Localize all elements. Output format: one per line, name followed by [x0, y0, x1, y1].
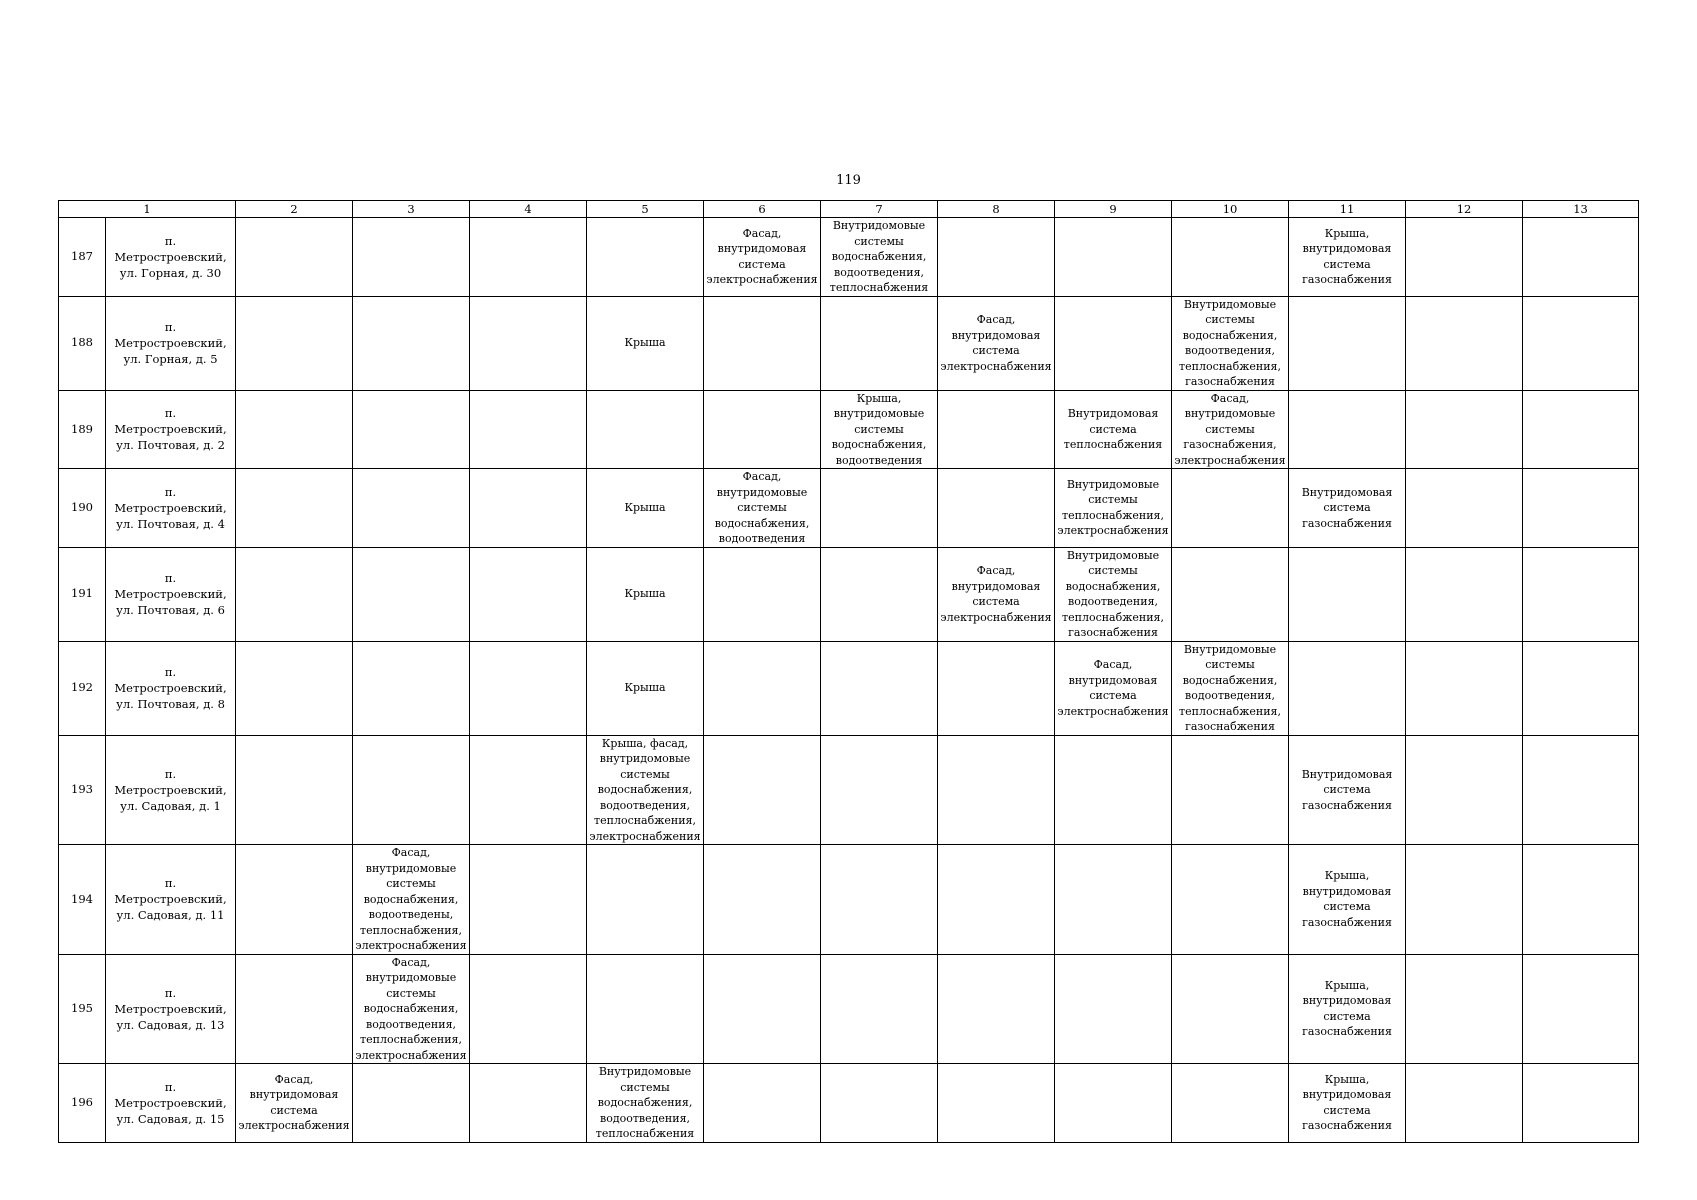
cell-col-9 [1055, 218, 1172, 297]
header-col-6: 6 [704, 201, 821, 218]
header-col-8: 8 [938, 201, 1055, 218]
header-col-13: 13 [1523, 201, 1639, 218]
cell-col-4 [470, 641, 587, 735]
cell-col-11: Крыша, внутридомовая система газоснабжения [1289, 954, 1406, 1064]
cell-col-5: Крыша, фасад, внутридомовые системы водоснабжения, водоотведения, теплоснабжения, электроснабжения [587, 735, 704, 845]
cell-col-11: Внутридомовая система газоснабжения [1289, 735, 1406, 845]
cell-col-7 [821, 469, 938, 548]
cell-col-10: Внутридомовые системы водоснабжения, водоотведения, теплоснабжения, газоснабжения [1172, 296, 1289, 390]
cell-col-8 [938, 735, 1055, 845]
cell-col-13 [1523, 1064, 1639, 1143]
cell-col-2: Фасад, внутридомовая система электроснабжения [236, 1064, 353, 1143]
cell-col-5: Крыша [587, 641, 704, 735]
row-number: 196 [59, 1064, 106, 1143]
cell-col-5 [587, 218, 704, 297]
cell-col-3 [353, 1064, 470, 1143]
cell-col-6 [704, 1064, 821, 1143]
cell-col-5: Крыша [587, 469, 704, 548]
row-number: 191 [59, 547, 106, 641]
cell-col-11 [1289, 390, 1406, 469]
cell-col-6 [704, 296, 821, 390]
cell-col-9: Внутридомовые системы теплоснабжения, электроснабжения [1055, 469, 1172, 548]
cell-col-11: Крыша, внутридомовая система газоснабжения [1289, 1064, 1406, 1143]
cell-col-6 [704, 954, 821, 1064]
cell-col-9 [1055, 1064, 1172, 1143]
table-row [59, 735, 1639, 845]
cell-col-12 [1406, 390, 1523, 469]
cell-col-6: Фасад, внутридомовая система электроснабжения [704, 218, 821, 297]
header-col-2: 2 [236, 201, 353, 218]
cell-col-8 [938, 954, 1055, 1064]
cell-col-12 [1406, 954, 1523, 1064]
cell-col-7 [821, 547, 938, 641]
cell-col-6 [704, 845, 821, 955]
cell-col-10 [1172, 218, 1289, 297]
row-number: 193 [59, 735, 106, 845]
cell-col-12 [1406, 547, 1523, 641]
header-col-3: 3 [353, 201, 470, 218]
cell-col-12 [1406, 296, 1523, 390]
cell-col-2 [236, 954, 353, 1064]
cell-col-3 [353, 390, 470, 469]
cell-col-12 [1406, 469, 1523, 548]
cell-col-6 [704, 547, 821, 641]
cell-col-8 [938, 390, 1055, 469]
cell-col-5 [587, 954, 704, 1064]
cell-col-7 [821, 845, 938, 955]
cell-col-5 [587, 845, 704, 955]
header-row [59, 201, 1639, 218]
cell-col-8 [938, 641, 1055, 735]
address-cell: п. Метростроевский, ул. Почтовая, д. 8 [106, 641, 236, 735]
cell-col-11: Внутридомовая система газоснабжения [1289, 469, 1406, 548]
cell-col-3: Фасад, внутридомовые системы водоснабжения, водоотведены, теплоснабжения, электроснабжения [353, 845, 470, 955]
table-row [59, 845, 1639, 955]
header-col-12: 12 [1406, 201, 1523, 218]
cell-col-8 [938, 1064, 1055, 1143]
cell-col-8: Фасад, внутридомовая система электроснабжения [938, 547, 1055, 641]
cell-col-6: Фасад, внутридомовые системы водоснабжения, водоотведения [704, 469, 821, 548]
cell-col-8 [938, 218, 1055, 297]
cell-col-3 [353, 469, 470, 548]
cell-col-4 [470, 1064, 587, 1143]
cell-col-12 [1406, 641, 1523, 735]
table-row [59, 218, 1639, 297]
cell-col-2 [236, 296, 353, 390]
cell-col-11: Крыша, внутридомовая система газоснабжения [1289, 845, 1406, 955]
cell-col-13 [1523, 845, 1639, 955]
cell-col-9: Внутридомовые системы водоснабжения, водоотведения, теплоснабжения, газоснабжения [1055, 547, 1172, 641]
cell-col-4 [470, 296, 587, 390]
cell-col-3 [353, 218, 470, 297]
cell-col-12 [1406, 735, 1523, 845]
cell-col-10 [1172, 1064, 1289, 1143]
cell-col-3 [353, 735, 470, 845]
cell-col-13 [1523, 469, 1639, 548]
row-number: 188 [59, 296, 106, 390]
cell-col-6 [704, 735, 821, 845]
cell-col-3 [353, 641, 470, 735]
cell-col-10: Фасад, внутридомовые системы газоснабжения, электроснабжения [1172, 390, 1289, 469]
cell-col-13 [1523, 218, 1639, 297]
cell-col-7: Крыша, внутридомовые системы водоснабжения, водоотведения [821, 390, 938, 469]
header-col-4: 4 [470, 201, 587, 218]
cell-col-11 [1289, 641, 1406, 735]
table-row [59, 641, 1639, 735]
cell-col-8 [938, 469, 1055, 548]
cell-col-9 [1055, 296, 1172, 390]
cell-col-3: Фасад, внутридомовые системы водоснабжения, водоотведения, теплоснабжения, электроснабжения [353, 954, 470, 1064]
address-cell: п. Метростроевский, ул. Садовая, д. 15 [106, 1064, 236, 1143]
cell-col-4 [470, 218, 587, 297]
cell-col-10 [1172, 547, 1289, 641]
cell-col-2 [236, 218, 353, 297]
cell-col-4 [470, 469, 587, 548]
cell-col-12 [1406, 218, 1523, 297]
address-cell: п. Метростроевский, ул. Садовая, д. 11 [106, 845, 236, 955]
address-cell: п. Метростроевский, ул. Почтовая, д. 6 [106, 547, 236, 641]
cell-col-7 [821, 735, 938, 845]
header-col-1: 1 [59, 201, 236, 218]
address-cell: п. Метростроевский, ул. Садовая, д. 1 [106, 735, 236, 845]
cell-col-7 [821, 641, 938, 735]
cell-col-5: Внутридомовые системы водоснабжения, водоотведения, теплоснабжения [587, 1064, 704, 1143]
table-row [59, 954, 1639, 1064]
cell-col-9 [1055, 954, 1172, 1064]
table-row [59, 390, 1639, 469]
cell-col-3 [353, 547, 470, 641]
cell-col-5: Крыша [587, 296, 704, 390]
cell-col-13 [1523, 641, 1639, 735]
cell-col-5: Крыша [587, 547, 704, 641]
header-col-5: 5 [587, 201, 704, 218]
cell-col-13 [1523, 296, 1639, 390]
cell-col-4 [470, 735, 587, 845]
cell-col-5 [587, 390, 704, 469]
cell-col-8 [938, 845, 1055, 955]
cell-col-13 [1523, 390, 1639, 469]
cell-col-7 [821, 1064, 938, 1143]
row-number: 190 [59, 469, 106, 548]
address-cell: п. Метростроевский, ул. Горная, д. 5 [106, 296, 236, 390]
row-number: 192 [59, 641, 106, 735]
cell-col-3 [353, 296, 470, 390]
table-body [59, 218, 1639, 1143]
address-cell: п. Метростроевский, ул. Садовая, д. 13 [106, 954, 236, 1064]
cell-col-7 [821, 954, 938, 1064]
cell-col-10 [1172, 954, 1289, 1064]
address-cell: п. Метростроевский, ул. Почтовая, д. 4 [106, 469, 236, 548]
row-number: 189 [59, 390, 106, 469]
header-col-7: 7 [821, 201, 938, 218]
cell-col-7: Внутридомовые системы водоснабжения, водоотведения, теплоснабжения [821, 218, 938, 297]
cell-col-11 [1289, 296, 1406, 390]
cell-col-12 [1406, 845, 1523, 955]
row-number: 195 [59, 954, 106, 1064]
address-cell: п. Метростроевский, ул. Почтовая, д. 2 [106, 390, 236, 469]
address-cell: п. Метростроевский, ул. Горная, д. 30 [106, 218, 236, 297]
cell-col-4 [470, 390, 587, 469]
cell-col-10: Внутридомовые системы водоснабжения, водоотведения, теплоснабжения, газоснабжения [1172, 641, 1289, 735]
cell-col-4 [470, 954, 587, 1064]
cell-col-12 [1406, 1064, 1523, 1143]
cell-col-4 [470, 845, 587, 955]
cell-col-2 [236, 845, 353, 955]
table-row [59, 469, 1639, 548]
cell-col-2 [236, 547, 353, 641]
row-number: 187 [59, 218, 106, 297]
cell-col-2 [236, 390, 353, 469]
cell-col-6 [704, 390, 821, 469]
program-table [58, 200, 1639, 1143]
cell-col-2 [236, 735, 353, 845]
header-col-11: 11 [1289, 201, 1406, 218]
cell-col-11: Крыша, внутридомовая система газоснабжения [1289, 218, 1406, 297]
cell-col-13 [1523, 735, 1639, 845]
cell-col-9 [1055, 845, 1172, 955]
cell-col-13 [1523, 954, 1639, 1064]
cell-col-4 [470, 547, 587, 641]
table-row [59, 547, 1639, 641]
table-row [59, 1064, 1639, 1143]
cell-col-13 [1523, 547, 1639, 641]
cell-col-9: Внутридомовая система теплоснабжения [1055, 390, 1172, 469]
header-col-9: 9 [1055, 201, 1172, 218]
cell-col-11 [1289, 547, 1406, 641]
header-col-10: 10 [1172, 201, 1289, 218]
cell-col-9: Фасад, внутридомовая система электроснабжения [1055, 641, 1172, 735]
row-number: 194 [59, 845, 106, 955]
cell-col-8: Фасад, внутридомовая система электроснабжения [938, 296, 1055, 390]
page-number: 119 [836, 173, 861, 188]
cell-col-2 [236, 641, 353, 735]
cell-col-10 [1172, 845, 1289, 955]
cell-col-9 [1055, 735, 1172, 845]
cell-col-7 [821, 296, 938, 390]
cell-col-10 [1172, 469, 1289, 548]
table-header [59, 201, 1639, 218]
cell-col-10 [1172, 735, 1289, 845]
cell-col-2 [236, 469, 353, 548]
cell-col-6 [704, 641, 821, 735]
table-row [59, 296, 1639, 390]
